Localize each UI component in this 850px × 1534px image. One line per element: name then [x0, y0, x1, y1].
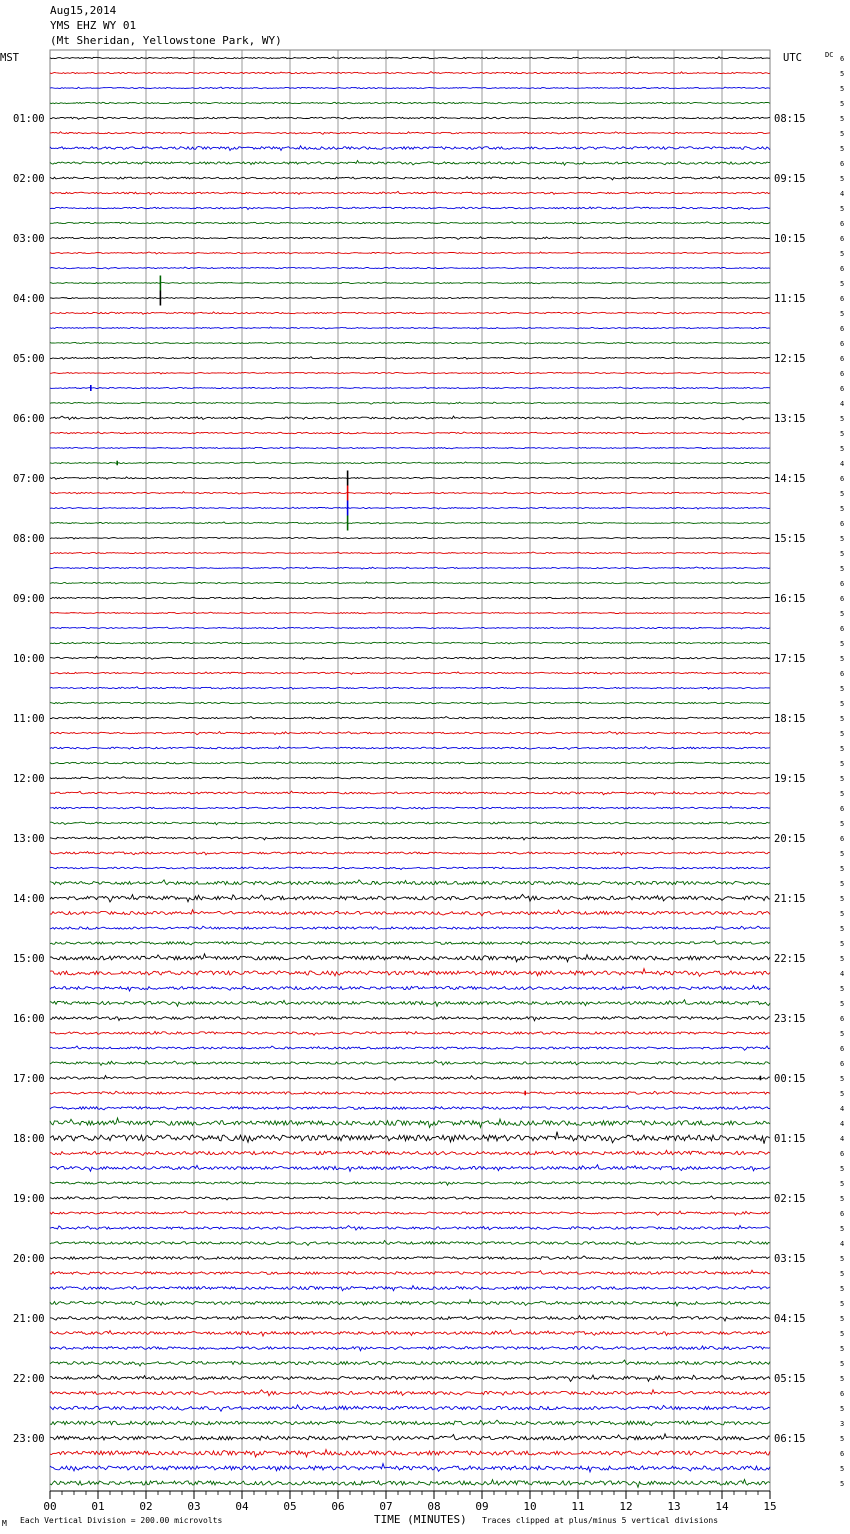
right-hour-labels: [774, 113, 806, 1445]
dc-offset-value: 6: [840, 295, 845, 303]
seismic-trace: [50, 954, 770, 962]
dc-offset-value: 5: [840, 1090, 845, 1098]
left-hour-label: 01:00: [13, 113, 45, 125]
dc-offset-value: 6: [840, 595, 845, 603]
left-hour-label: 02:00: [13, 173, 45, 185]
x-tick-label: 02: [139, 1500, 153, 1513]
dc-offset-value: 6: [840, 520, 845, 528]
seismic-trace: [50, 910, 770, 916]
right-hour-label: 22:15: [774, 953, 806, 965]
dc-offset-value: 4: [840, 970, 845, 978]
dc-offset-value: 5: [840, 1465, 845, 1473]
seismic-trace: [50, 1270, 770, 1274]
seismic-trace: [50, 1196, 770, 1200]
left-hour-label: 16:00: [13, 1013, 45, 1025]
seismic-trace: [50, 1346, 770, 1351]
dc-offset-value: 5: [840, 445, 845, 453]
dc-offset-value: 5: [840, 145, 845, 153]
dc-offset-value: 6: [840, 1450, 845, 1458]
dc-offset-value: 6: [840, 370, 845, 378]
seismic-trace: [50, 717, 770, 719]
dc-offset-value: 5: [840, 280, 845, 288]
dc-offset-value: 5: [840, 1360, 845, 1368]
seismic-trace: [50, 822, 770, 825]
dc-offset-value: 5: [840, 430, 845, 438]
seismic-trace: [50, 552, 770, 554]
right-hour-label: 15:15: [774, 533, 806, 545]
dc-offset-value: 4: [840, 1135, 845, 1143]
dc-offset-value: 5: [840, 100, 845, 108]
seismic-trace: [50, 57, 770, 59]
dc-offset-value: 5: [840, 1030, 845, 1038]
dc-offset-value: 6: [840, 1390, 845, 1398]
seismic-trace: [50, 252, 770, 254]
x-tick-label: 13: [667, 1500, 681, 1513]
dc-offset-value: 5: [840, 1330, 845, 1338]
seismic-trace: [50, 372, 770, 374]
seismic-trace: [50, 222, 770, 224]
right-hour-label: 10:15: [774, 233, 806, 245]
dc-offset-value: 5: [840, 175, 845, 183]
dc-offset-value: 6: [840, 55, 845, 63]
dc-offset-value: 6: [840, 265, 845, 273]
seismic-trace: [50, 102, 770, 103]
left-hour-label: 22:00: [13, 1373, 45, 1385]
dc-offset-value: 5: [840, 715, 845, 723]
seismic-trace: [50, 1182, 770, 1185]
dc-offset-value: 5: [840, 865, 845, 873]
left-hour-label: 06:00: [13, 413, 45, 425]
seismic-trace: [50, 1091, 770, 1094]
seismic-trace: [50, 986, 770, 991]
seismic-trace: [50, 806, 770, 809]
dc-offset-value: 6: [840, 625, 845, 633]
seismic-trace: [50, 146, 770, 151]
seismic-trace: [50, 1076, 770, 1081]
left-hour-label: 12:00: [13, 773, 45, 785]
dc-offset-value: 5: [840, 130, 845, 138]
dc-offset-value: 5: [840, 1480, 845, 1488]
seismic-trace: [50, 597, 770, 599]
right-zone-label: UTC: [783, 52, 802, 64]
left-hour-label: 10:00: [13, 653, 45, 665]
dc-offset-value: 5: [840, 115, 845, 123]
seismic-trace: [50, 1405, 770, 1411]
dc-offset-value: 5: [840, 310, 845, 318]
right-hour-label: 16:15: [774, 593, 806, 605]
right-hour-label: 02:15: [774, 1193, 806, 1205]
left-hour-label: 23:00: [13, 1433, 45, 1445]
x-axis-title: TIME (MINUTES): [374, 1513, 467, 1526]
seismic-trace: [50, 1046, 770, 1050]
left-hour-label: 08:00: [13, 533, 45, 545]
dc-offset-value: 5: [840, 70, 845, 78]
header-station: YMS EHZ WY 01: [50, 19, 137, 32]
left-hour-label: 11:00: [13, 713, 45, 725]
dc-offset-value: 5: [840, 640, 845, 648]
dc-offset-value: 6: [840, 805, 845, 813]
right-hour-label: 12:15: [774, 353, 806, 365]
x-tick-label: 12: [619, 1500, 633, 1513]
left-hour-labels: [13, 113, 45, 1445]
dc-offset-value: 6: [840, 1060, 845, 1068]
seismic-trace: [50, 1434, 770, 1440]
right-hour-label: 06:15: [774, 1433, 806, 1445]
seismic-trace: [50, 702, 770, 704]
dc-offset-value: 4: [840, 1240, 845, 1248]
seismic-trace: [50, 402, 770, 404]
seismic-trace: [50, 1256, 770, 1260]
dc-offset-value: 5: [840, 535, 845, 543]
seismic-trace: [50, 656, 770, 659]
seismic-trace: [50, 1226, 770, 1230]
seismic-trace: [50, 416, 770, 420]
plot-frame: [50, 50, 770, 1491]
dc-offset-value: 5: [840, 1375, 845, 1383]
dc-offset-value: 6: [840, 385, 845, 393]
x-tick-label: 00: [43, 1500, 57, 1513]
seismic-trace: [50, 117, 770, 119]
seismic-trace: [50, 522, 770, 524]
seismic-trace: [50, 387, 770, 389]
seismic-trace: [50, 687, 770, 690]
left-hour-label: 17:00: [13, 1073, 45, 1085]
left-hour-label: 04:00: [13, 293, 45, 305]
right-hour-label: 21:15: [774, 893, 806, 905]
seismic-trace: [50, 1017, 770, 1021]
seismic-trace: [50, 1241, 770, 1246]
right-hour-label: 18:15: [774, 713, 806, 725]
dc-offset-value: 6: [840, 340, 845, 348]
seismic-trace: [50, 72, 770, 74]
seismic-trace: [50, 1132, 770, 1144]
seismic-trace: [50, 462, 770, 464]
x-tick-label: 08: [427, 1500, 441, 1513]
seismic-trace: [50, 1479, 770, 1487]
seismic-trace: [50, 836, 770, 839]
seismic-trace: [50, 851, 770, 855]
right-hour-label: 09:15: [774, 173, 806, 185]
x-tick-label: 01: [91, 1500, 105, 1513]
dc-offset-value: 5: [840, 895, 845, 903]
seismic-trace: [50, 1106, 770, 1110]
dc-offset-value: 6: [840, 475, 845, 483]
footer-clip-note: Traces clipped at plus/minus 5 vertical divisions: [482, 1516, 719, 1525]
right-hour-label: 14:15: [774, 473, 806, 485]
right-hour-label: 03:15: [774, 1253, 806, 1265]
x-tick-label: 05: [283, 1500, 297, 1513]
seismic-trace: [50, 1330, 770, 1336]
dc-offset-value: 5: [840, 730, 845, 738]
x-tick-label: 09: [475, 1500, 489, 1513]
left-hour-label: 14:00: [13, 893, 45, 905]
seismic-trace: [50, 1165, 770, 1172]
seismic-trace: [50, 791, 770, 795]
dc-offset-value: 5: [840, 775, 845, 783]
dc-offset-value: 5: [840, 550, 845, 558]
seismic-trace: [50, 342, 770, 344]
dc-offset-value: 5: [840, 850, 845, 858]
seismic-trace: [50, 1420, 770, 1425]
x-tick-label: 11: [571, 1500, 585, 1513]
seismic-trace: [50, 282, 770, 284]
left-hour-label: 13:00: [13, 833, 45, 845]
left-hour-label: 20:00: [13, 1253, 45, 1265]
x-tick-label: 10: [523, 1500, 537, 1513]
dc-offset-value: 5: [840, 1435, 845, 1443]
x-tick-label: 06: [331, 1500, 345, 1513]
x-axis: [43, 1491, 776, 1513]
dc-offset-value: 6: [840, 1210, 845, 1218]
seismic-trace: [50, 1000, 770, 1007]
seismic-trace: [50, 941, 770, 945]
seismic-trace: [50, 1375, 770, 1381]
dc-offset-value: 6: [840, 670, 845, 678]
seismic-trace: [50, 1316, 770, 1321]
seismic-trace: [50, 191, 770, 194]
dc-offset-value: 6: [840, 160, 845, 168]
seismic-trace: [50, 612, 770, 614]
dc-offset-value: 5: [840, 415, 845, 423]
seismic-trace: [50, 777, 770, 779]
dc-offset-value: 5: [840, 655, 845, 663]
dc-offset-value: 5: [840, 1300, 845, 1308]
seismic-trace: [50, 1150, 770, 1155]
right-hour-label: 01:15: [774, 1133, 806, 1145]
x-tick-label: 03: [187, 1500, 201, 1513]
seismic-trace: [50, 207, 770, 210]
dc-offset-value: 5: [840, 565, 845, 573]
seismic-trace: [50, 87, 770, 89]
dc-offset-value: 5: [840, 1165, 845, 1173]
left-hour-label: 07:00: [13, 473, 45, 485]
footer-corner-mark: Μ: [2, 1519, 7, 1528]
dc-offset-value: 5: [840, 505, 845, 513]
seismic-trace: [50, 1300, 770, 1306]
dc-offset-value: 6: [840, 235, 845, 243]
left-hour-label: 15:00: [13, 953, 45, 965]
dc-offset-value: 5: [840, 940, 845, 948]
seismic-trace: [50, 132, 770, 135]
seismic-trace: [50, 357, 770, 360]
trace-group: [50, 57, 770, 1488]
dc-offset-value: 5: [840, 1255, 845, 1263]
right-hour-label: 00:15: [774, 1073, 806, 1085]
seismic-trace: [50, 926, 770, 929]
seismic-trace: [50, 537, 770, 539]
grid-lines: [50, 50, 770, 1491]
dc-offset-value: 5: [840, 250, 845, 258]
seismic-trace: [50, 1286, 770, 1291]
seismic-trace: [50, 1031, 770, 1035]
seismic-trace: [50, 1450, 770, 1457]
seismic-trace: [50, 1390, 770, 1396]
dc-header-label: DC: [825, 51, 834, 59]
dc-offset-value: 6: [840, 325, 845, 333]
dc-offset-value: 5: [840, 760, 845, 768]
header-location: (Mt Sheridan, Yellowstone Park, WY): [50, 34, 282, 47]
dc-offset-value: 4: [840, 190, 845, 198]
dc-offset-value: 6: [840, 355, 845, 363]
seismic-trace: [50, 1211, 770, 1215]
seismic-trace: [50, 1360, 770, 1366]
dc-offset-value: 5: [840, 205, 845, 213]
seismic-trace: [50, 492, 770, 495]
right-hour-label: 19:15: [774, 773, 806, 785]
dc-offset-value: 6: [840, 220, 845, 228]
dc-offset-value: 5: [840, 490, 845, 498]
header-date: Aug15,2014: [50, 4, 117, 17]
seismic-trace: [50, 582, 770, 584]
dc-offset-value: 5: [840, 685, 845, 693]
right-hour-label: 13:15: [774, 413, 806, 425]
x-tick-label: 15: [763, 1500, 777, 1513]
left-hour-label: 09:00: [13, 593, 45, 605]
dc-offset-value: 5: [840, 700, 845, 708]
seismic-trace: [50, 880, 770, 885]
dc-offset-value: 5: [840, 85, 845, 93]
seismic-trace: [50, 567, 770, 569]
right-hour-label: 08:15: [774, 113, 806, 125]
seismic-trace: [50, 161, 770, 166]
seismic-trace: [50, 1061, 770, 1066]
dc-offset-value: 5: [840, 745, 845, 753]
seismic-trace: [50, 312, 770, 314]
dc-offset-value: 4: [840, 460, 845, 468]
dc-offset-value: 3: [840, 1420, 845, 1428]
left-hour-label: 21:00: [13, 1313, 45, 1325]
seismic-trace: [50, 477, 770, 479]
dc-offset-value: 5: [840, 820, 845, 828]
dc-offset-value: 6: [840, 1045, 845, 1053]
seismic-trace: [50, 672, 770, 674]
seismic-trace: [50, 297, 770, 299]
dc-offset-value: 6: [840, 1015, 845, 1023]
dc-offset-value: 5: [840, 1000, 845, 1008]
seismic-trace: [50, 867, 770, 870]
dc-offset-value: 5: [840, 925, 845, 933]
left-hour-label: 18:00: [13, 1133, 45, 1145]
left-zone-label: MST: [0, 52, 19, 64]
dc-offset-value: 5: [840, 1285, 845, 1293]
dc-offset-value: 5: [840, 1315, 845, 1323]
dc-offset-value: 5: [840, 1270, 845, 1278]
right-hour-label: 04:15: [774, 1313, 806, 1325]
right-hour-label: 11:15: [774, 293, 806, 305]
seismic-trace: [50, 969, 770, 977]
x-tick-label: 07: [379, 1500, 393, 1513]
dc-offset-value: 5: [840, 610, 845, 618]
dc-offset-value: 5: [840, 1180, 845, 1188]
dc-offset-value: 4: [840, 400, 845, 408]
dc-offset-labels: [840, 55, 844, 1488]
dc-offset-value: 6: [840, 1150, 845, 1158]
seismic-trace: [50, 746, 770, 749]
dc-offset-value: 5: [840, 880, 845, 888]
seismic-trace: [50, 1464, 770, 1472]
dc-offset-value: 6: [840, 580, 845, 588]
seismic-trace: [50, 432, 770, 434]
right-hour-label: 23:15: [774, 1013, 806, 1025]
left-hour-label: 05:00: [13, 353, 45, 365]
seismic-trace: [50, 894, 770, 902]
left-hour-label: 19:00: [13, 1193, 45, 1205]
dc-offset-value: 5: [840, 1345, 845, 1353]
seismic-trace: [50, 642, 770, 644]
right-hour-label: 20:15: [774, 833, 806, 845]
right-hour-label: 05:15: [774, 1373, 806, 1385]
x-tick-label: 14: [715, 1500, 729, 1513]
right-hour-label: 17:15: [774, 653, 806, 665]
dc-offset-value: 5: [840, 1075, 845, 1083]
seismic-trace: [50, 627, 770, 629]
dc-offset-value: 5: [840, 910, 845, 918]
seismic-trace: [50, 731, 770, 734]
seismic-trace: [50, 447, 770, 449]
dc-offset-value: 4: [840, 1105, 845, 1113]
dc-offset-value: 6: [840, 835, 845, 843]
dc-offset-value: 5: [840, 955, 845, 963]
seismic-trace: [50, 762, 770, 764]
dc-offset-value: 5: [840, 985, 845, 993]
seismic-trace: [50, 327, 770, 329]
seismic-trace: [50, 237, 770, 240]
x-tick-label: 04: [235, 1500, 249, 1513]
dc-offset-value: 5: [840, 1405, 845, 1413]
dc-offset-value: 5: [840, 1225, 845, 1233]
seismic-trace: [50, 176, 770, 179]
seismic-trace: [50, 267, 770, 269]
dc-offset-value: 4: [840, 1120, 845, 1128]
left-hour-label: 03:00: [13, 233, 45, 245]
seismic-trace: [50, 1118, 770, 1128]
seismic-trace: [50, 507, 770, 509]
dc-offset-value: 5: [840, 790, 845, 798]
dc-offset-value: 5: [840, 1195, 845, 1203]
footer-scale-note: Each Vertical Division = 200.00 microvolts: [20, 1516, 223, 1525]
